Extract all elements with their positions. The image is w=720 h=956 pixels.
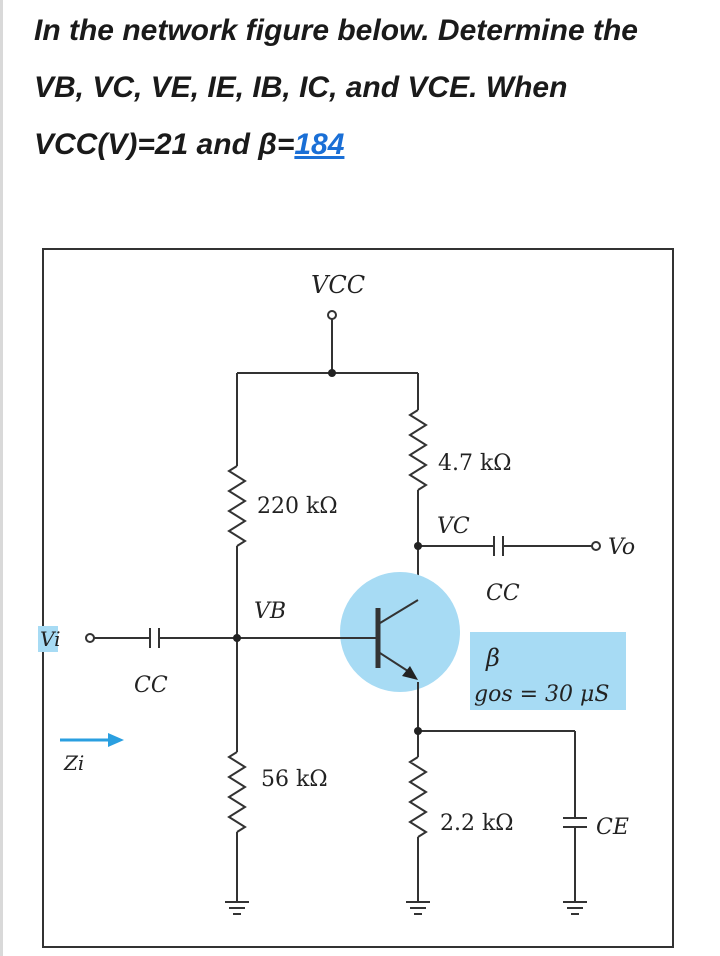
ce-label: CE [596, 815, 629, 840]
junction-base [233, 634, 241, 642]
re-value: 2.2 kΩ [440, 811, 514, 836]
re-resistor [410, 757, 426, 837]
r1-value: 220 kΩ [257, 494, 338, 519]
ground-emitter [406, 902, 430, 914]
vcc-label: VCC [311, 271, 366, 299]
vb-label: VB [254, 599, 287, 624]
r1-resistor [229, 466, 245, 546]
r2-resistor [229, 752, 245, 832]
question-line-1: In the network figure below. Determine the [34, 14, 638, 47]
junction-top [328, 369, 336, 377]
beta-label: β [486, 644, 500, 672]
junction-emitter [414, 727, 422, 735]
zi-arrowhead [108, 733, 124, 747]
vo-terminal [592, 542, 600, 550]
beta-value-link[interactable]: 184 [294, 128, 345, 161]
rc-resistor [410, 410, 426, 490]
vo-label: Vo [608, 535, 636, 560]
vi-label: Vi [40, 627, 61, 651]
cc-out-label: CC [486, 581, 520, 606]
cc-in-label: CC [134, 673, 168, 698]
ground-left [225, 902, 249, 914]
gos-label: gos = 30 μS [474, 682, 610, 707]
question-line-3-prefix: VCC(V)=21 and β= [34, 128, 295, 161]
vcc-terminal [328, 311, 336, 319]
junction-collector [414, 542, 422, 550]
ground-ce [563, 902, 587, 914]
question-line-2: VB, VC, VE, IE, IB, IC, and VCE. When [34, 71, 568, 104]
r2-value: 56 kΩ [261, 767, 328, 792]
transistor-highlight [340, 572, 460, 692]
vc-label: VC [437, 514, 470, 539]
vi-terminal [86, 634, 94, 642]
rc-value: 4.7 kΩ [438, 451, 512, 476]
zi-label: Zi [64, 751, 85, 775]
